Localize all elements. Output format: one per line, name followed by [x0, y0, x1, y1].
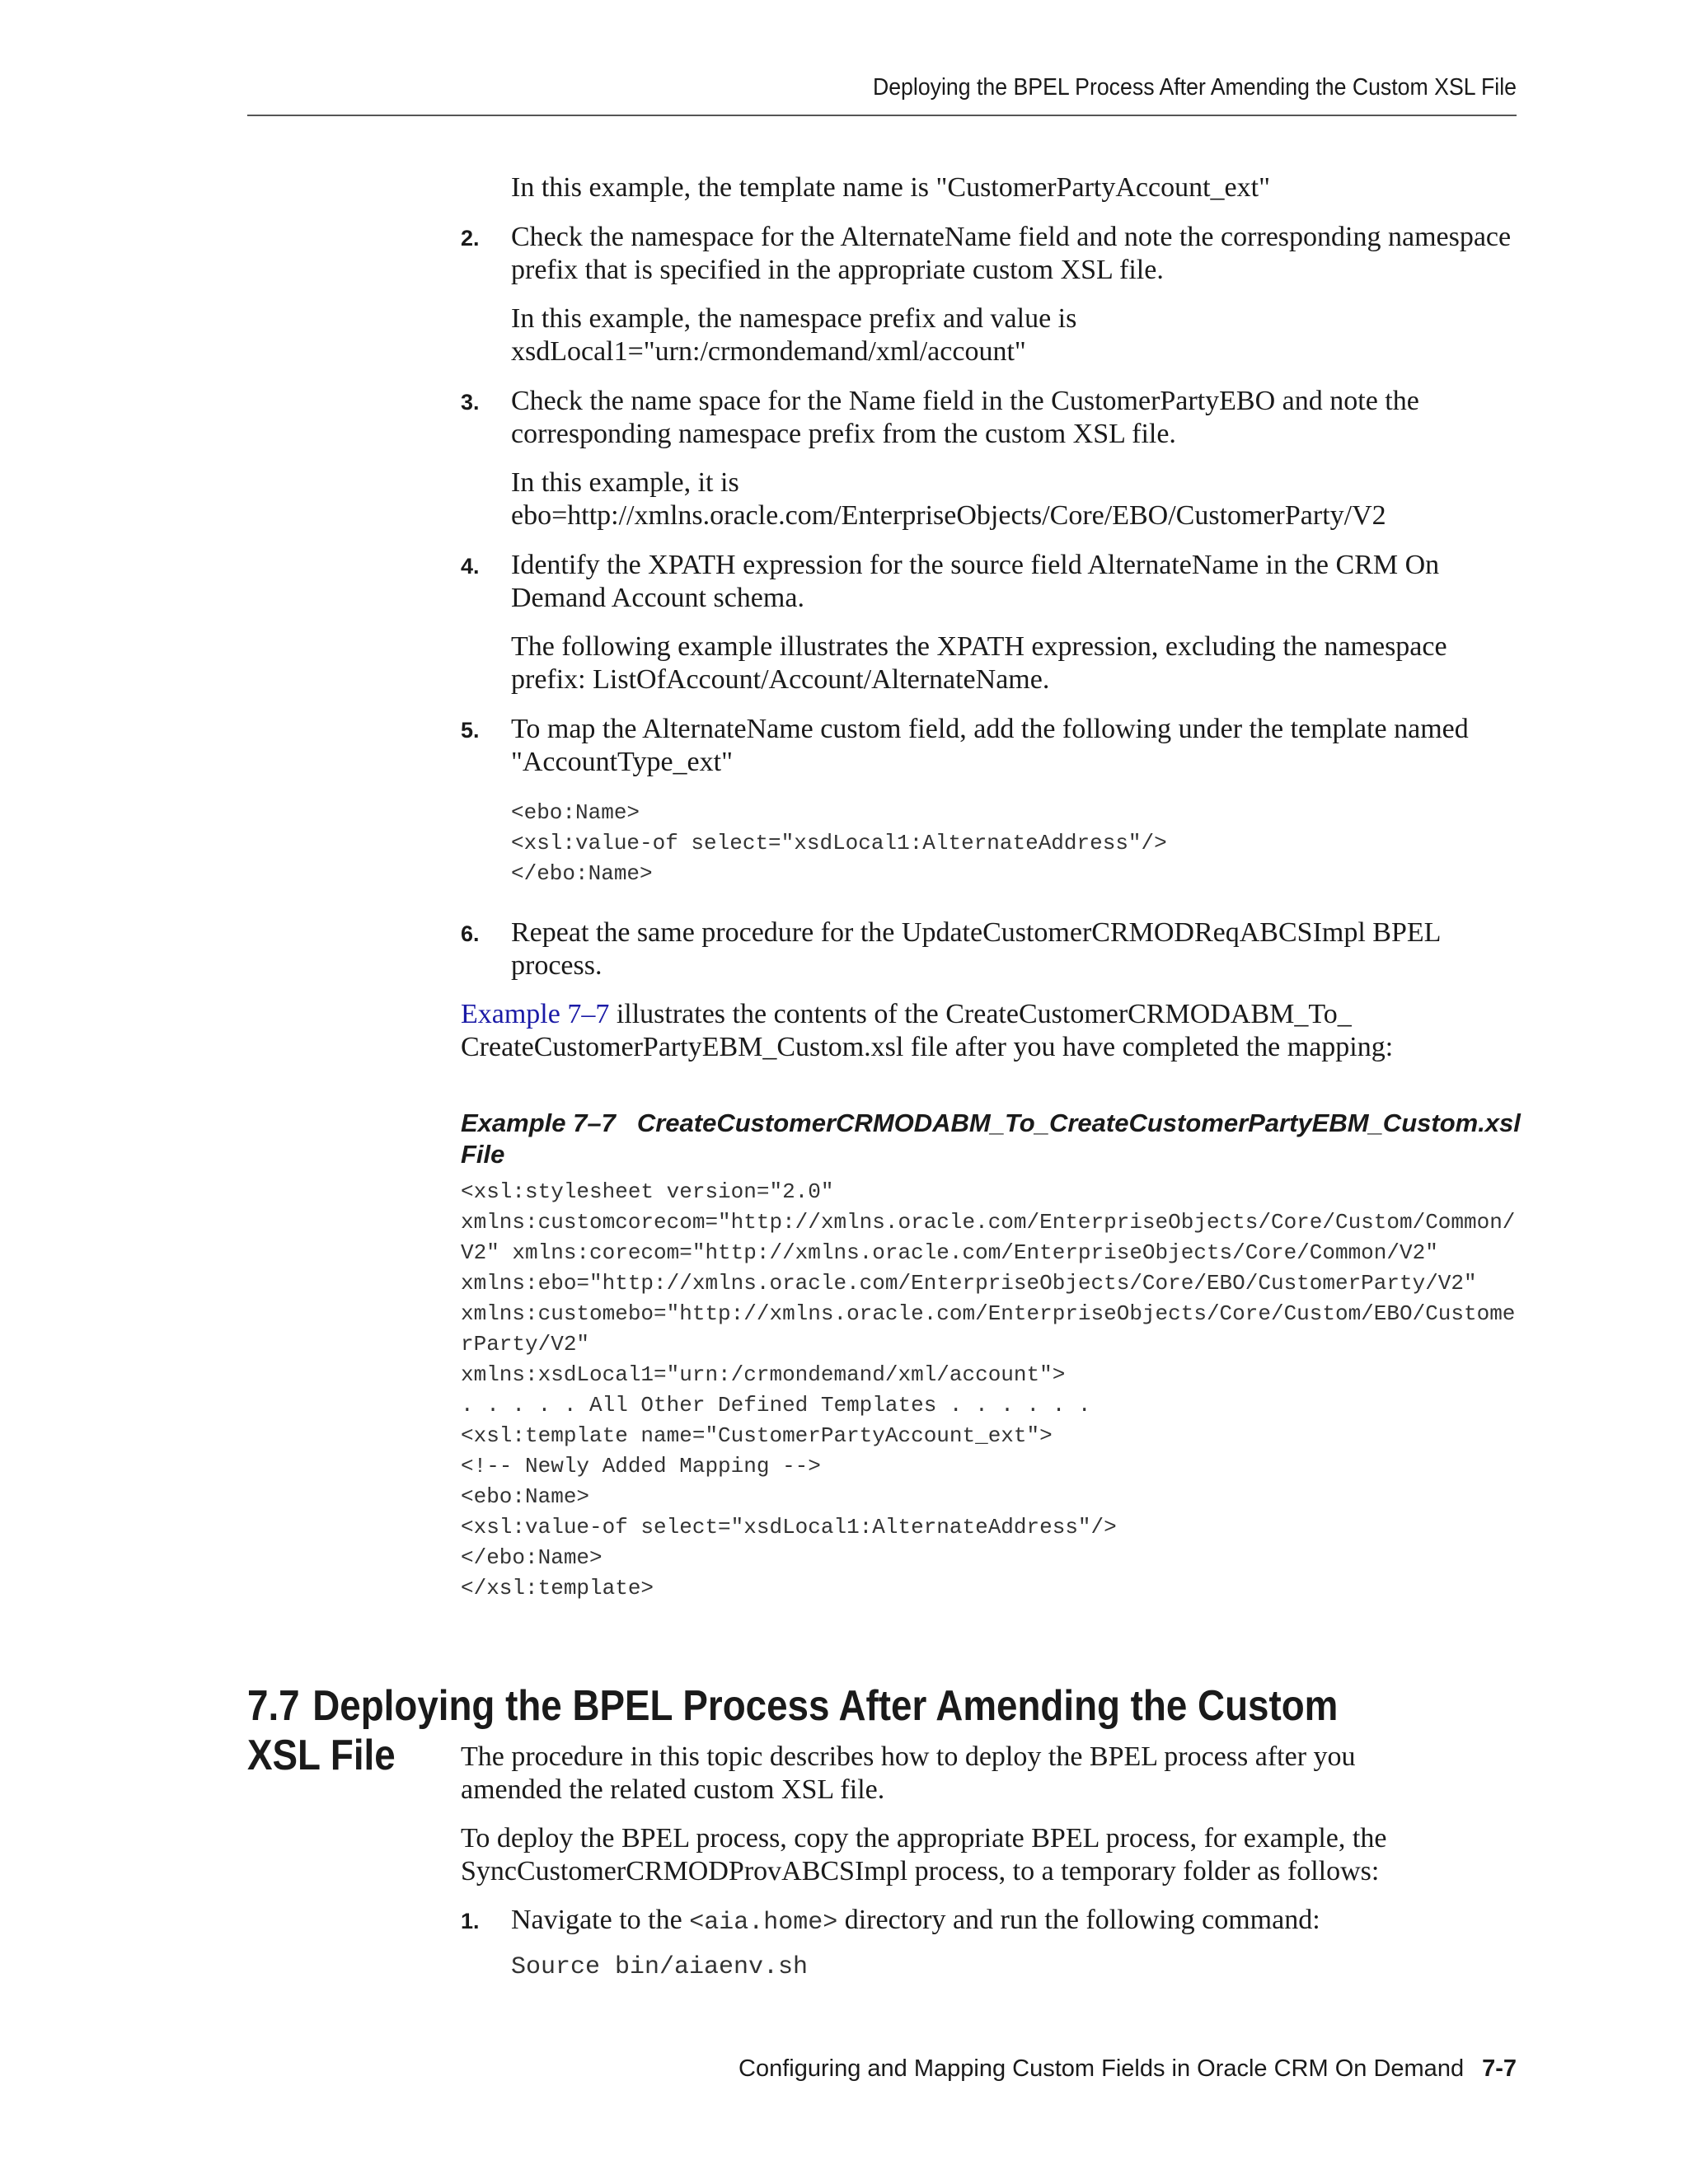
example-ref-line1: illustrates the contents of the CreateCustomerCRMODABM_To_: [609, 999, 1352, 1029]
example-title-text: File: [461, 1140, 505, 1169]
example-title: [461, 1108, 1532, 1170]
step-note: ebo=http://xmlns.oracle.com/EnterpriseObjects/Core/EBO/CustomerParty/V2: [511, 500, 1386, 531]
inline-code: <aia.home>: [689, 1909, 838, 1937]
step-text: Identify the XPATH expression for the source field AlternateName in the CRM On Demand Account schema.: [511, 550, 1440, 613]
example-reference-paragraph: [461, 998, 1524, 1064]
step-text: To map the AlternateName custom field, add the following under the template named "AccountType_ext": [511, 714, 1469, 777]
step-number: 2.: [461, 226, 480, 251]
step-number: 3.: [461, 390, 480, 415]
step-text: Repeat the same procedure for the UpdateCustomerCRMODReqABCSImpl BPEL process.: [511, 917, 1441, 981]
section-number: 7.7: [247, 1682, 300, 1730]
step-number: 5.: [461, 718, 480, 743]
step-note: In this example, it is: [511, 467, 739, 498]
step-text-before: Navigate to the: [511, 1905, 690, 1935]
code-block: <ebo:Name> <xsl:value-of select="xsdLocal1:AlternateAddress"/> </ebo:Name>: [511, 800, 1167, 886]
example-ref-line2: CreateCustomerPartyEBM_Custom.xsl file after you have completed the mapping:: [461, 1032, 1394, 1062]
page-footer: [247, 2055, 1517, 2083]
step-number: 6.: [461, 921, 480, 946]
running-header: Deploying the BPEL Process After Amending the Custom XSL File: [872, 74, 1517, 101]
step-text: [511, 1904, 1525, 1939]
intro-line: In this example, the template name is "CustomerPartyAccount_ext": [511, 172, 1270, 203]
step-number: 1.: [461, 1909, 480, 1933]
example-label: Example 7–7: [461, 1108, 616, 1137]
step-number: 4.: [461, 554, 480, 579]
section-paragraph: To deploy the BPEL process, copy the appropriate BPEL process, for example, the SyncCustomerCRMODProvABCSImpl process, to a temporary folder as follows:: [461, 1823, 1387, 1886]
step-note: The following example illustrates the XPATH expression, excluding the namespace prefix: ListOfAccount/Account/AlternateName.: [511, 631, 1447, 695]
step-text: Check the name space for the Name field in the CustomerPartyEBO and note the corresponding namespace prefix from the custom XSL file.: [511, 386, 1419, 449]
step-text-after: directory and run the following command:: [837, 1905, 1320, 1935]
example-link[interactable]: Example 7–7: [461, 999, 610, 1029]
command-line: Source bin/aiaenv.sh: [511, 1953, 809, 1981]
example-code-block: <xsl:stylesheet version="2.0" xmlns:customcorecom="http://xmlns.oracle.com/EnterpriseObjects/Core/Custom/Common/ V2" xmlns:corecom="http://xmlns.oracle.com/EnterpriseObjects/Core/Common/V2" xmlns:ebo="http://xmlns.oracle.com/EnterpriseObjects/Core/EBO/CustomerParty/V2" xmlns:customebo="http://xmlns.oracle.com/EnterpriseObjects/Core/Custom/EBO/Custome rParty/V2" xmlns:xsdLocal1="urn:/crmondemand/xml/account"> . . . . . All Other Defined Templates . . . . . . <xsl:template name="CustomerPartyAccount_ext"> <!-- Newly Added Mapping --> <ebo:Name> <xsl:value-of select="xsdLocal1:AlternateAddress"/> </ebo:Name> </xsl:template>: [461, 1179, 1516, 1601]
header-rule: [247, 115, 1517, 116]
page-number: 7-7: [1482, 2055, 1517, 2082]
example-title-text: CreateCustomerCRMODABM_To_CreateCustomerPartyEBM_Custom.xsl: [636, 1108, 1521, 1137]
footer-chapter-title: Configuring and Mapping Custom Fields in Oracle CRM On Demand: [738, 2055, 1465, 2082]
section-title: Deploying the BPEL Process After Amending the Custom XSL File: [247, 1682, 1339, 1779]
step-note: In this example, the namespace prefix and value is xsdLocal1="urn:/crmondemand/xml/account": [511, 303, 1077, 367]
step-text: Check the namespace for the AlternateName field and note the corresponding namespace prefix that is specified in the appropriate custom XSL file.: [511, 222, 1512, 285]
section-paragraph: The procedure in this topic describes how to deploy the BPEL process after you amended the related custom XSL file.: [461, 1741, 1356, 1805]
